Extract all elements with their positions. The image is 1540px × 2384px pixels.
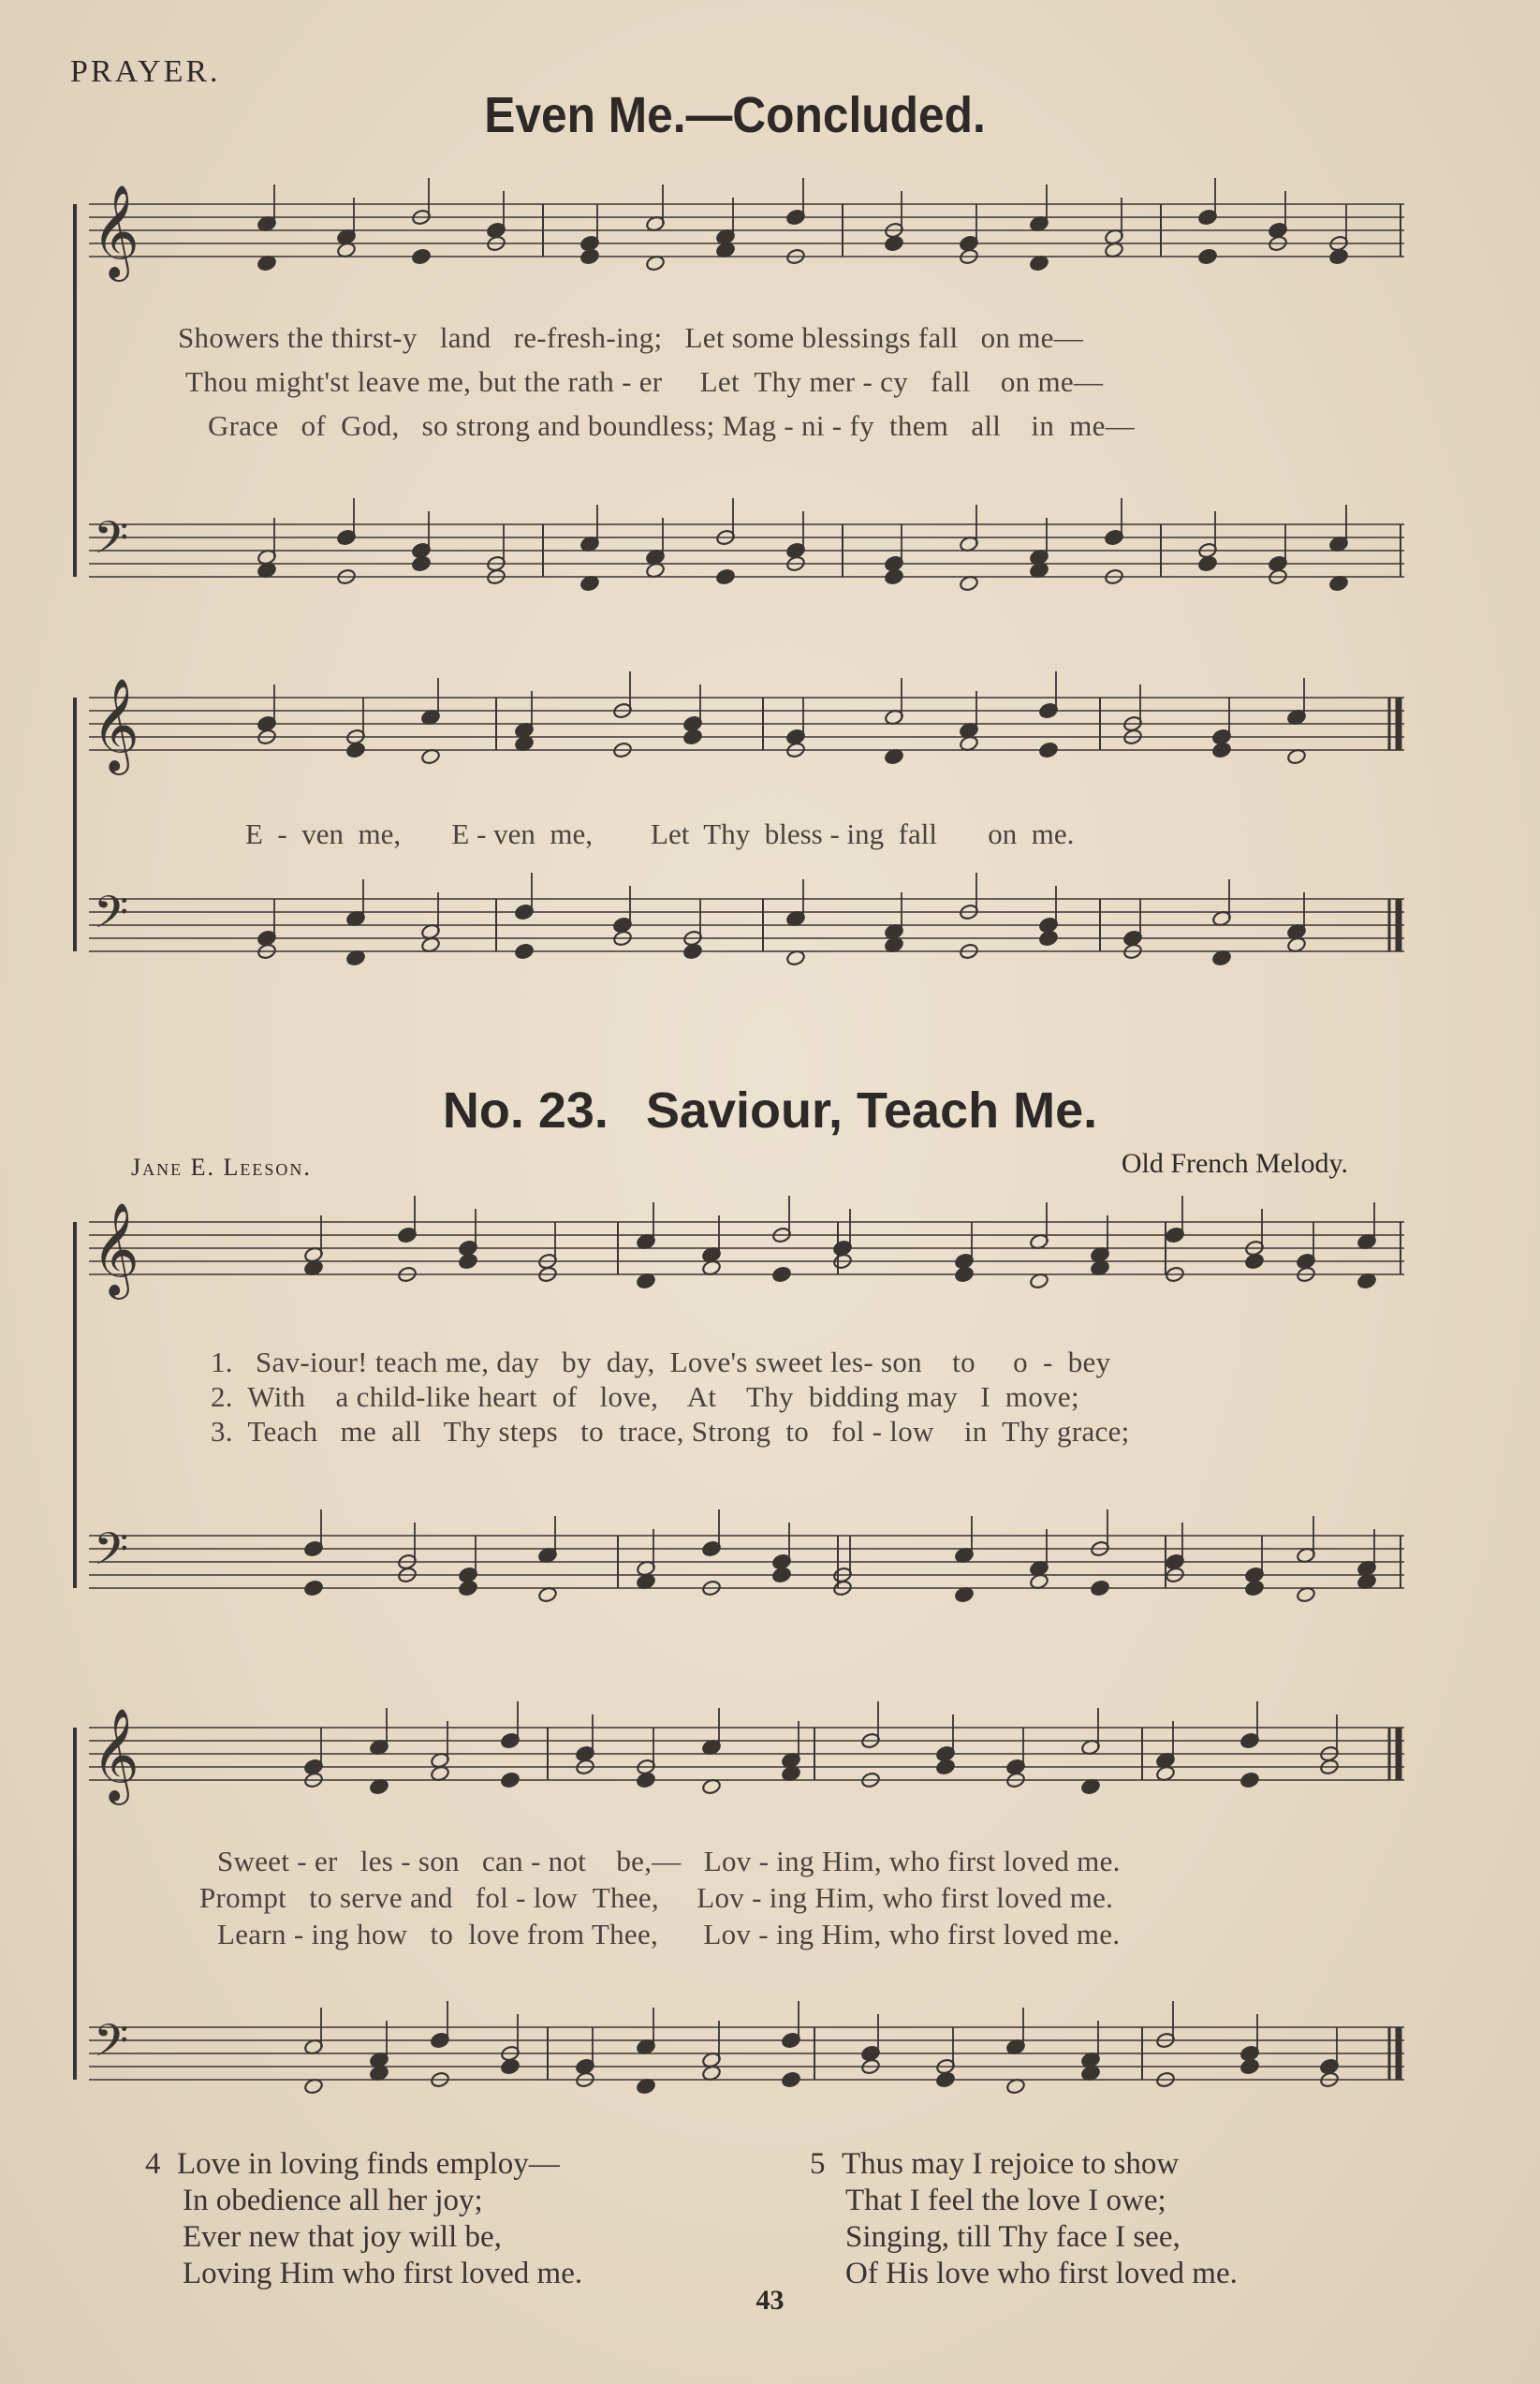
- note-head: [884, 235, 903, 252]
- verse-line: Loving Him who first loved me.: [183, 2257, 583, 2290]
- treble-clef-icon: 𝄞: [92, 678, 139, 772]
- treble-clef-icon: 𝄞: [92, 184, 139, 278]
- verse-number: 5: [810, 2147, 826, 2181]
- hymn-number: No. 23.: [442, 1082, 609, 1139]
- note-head: [458, 1253, 477, 1270]
- note-head: [411, 248, 431, 265]
- note-head: [1038, 742, 1058, 758]
- bass-clef-icon: 𝄢: [94, 511, 129, 575]
- note-head: [935, 2071, 955, 2088]
- hymn-composer: Old French Melody.: [1121, 1148, 1348, 1179]
- note-head: [715, 568, 735, 585]
- hymn-heading-saviour-teach-me: [0, 1082, 1540, 1140]
- note-head: [458, 1580, 477, 1597]
- note-head: [500, 2058, 520, 2075]
- refrain-line-1: Sweet - er les - son can - not be,— Lov - ing Him, who first loved me.: [217, 1845, 1121, 1877]
- note-head: [514, 943, 534, 960]
- note-head: [884, 568, 903, 585]
- bass-clef-icon: 𝄢: [94, 886, 129, 949]
- hymn-title-even-me: Even Me.—Concluded.: [484, 87, 986, 143]
- verse-line: Ever new that joy will be,: [183, 2220, 502, 2254]
- hymn-author: Jane E. Leeson.: [131, 1154, 312, 1181]
- note-head: [303, 1580, 323, 1597]
- refrain-line-2: Prompt to serve and fol - low Thee, Lov - ing Him, who first loved me.: [199, 1881, 1114, 1914]
- note-head: [1197, 248, 1217, 265]
- hymn-title: Saviour, Teach Me.: [645, 1082, 1098, 1139]
- verse-number: 4: [145, 2147, 161, 2181]
- note-head: [1038, 930, 1058, 947]
- extra-verse-4: [145, 2146, 582, 2292]
- verse-line: Thus may I rejoice to show: [842, 2147, 1180, 2181]
- note-head: [1090, 1580, 1109, 1597]
- extra-verse-5: [810, 2146, 1238, 2292]
- lyric-line-3: Grace of God, so strong and boundless; Mag - ni - fy them all in me—: [208, 409, 1135, 442]
- note-head: [411, 555, 431, 572]
- treble-clef-icon: 𝄞: [92, 1202, 139, 1296]
- lyric-line-1: Showers the thirst-y land re-fresh-ing; Let some blessings fall on me—: [178, 321, 1083, 354]
- verse-line: Love in loving finds employ—: [177, 2147, 560, 2181]
- note-head: [1328, 248, 1348, 265]
- note-head: [1239, 1772, 1259, 1788]
- note-head: [579, 248, 599, 265]
- verse-line-1: 1. Sav-iour! teach me, day by day, Love's sweet les- son to o - bey: [211, 1346, 1111, 1378]
- refrain-line-3: Learn - ing how to love from Thee, Lov - ing Him, who first loved me.: [217, 1918, 1121, 1950]
- verse-line: Of His love who first loved me.: [845, 2257, 1238, 2290]
- bass-clef-icon: 𝄢: [94, 2014, 129, 2078]
- note-head: [771, 1266, 791, 1283]
- running-head: PRAYER.: [70, 54, 221, 89]
- note-head: [1197, 555, 1217, 572]
- lyric-line-2: Thou might'st leave me, but the rath - er Let Thy mer - cy fall on me—: [185, 365, 1104, 398]
- note-head: [1239, 2058, 1259, 2075]
- page-number: 43: [755, 2285, 785, 2316]
- note-head: [345, 742, 365, 758]
- note-head: [682, 728, 702, 745]
- verse-line: Singing, till Thy face I see,: [845, 2220, 1181, 2254]
- note-head: [1244, 1253, 1264, 1270]
- note-head: [1211, 742, 1231, 758]
- note-head: [771, 1567, 791, 1583]
- verse-line: That I feel the love I owe;: [845, 2184, 1166, 2217]
- note-head: [636, 1772, 655, 1788]
- verse-line-2: 2. With a child-like heart of love, At Thy bidding may I move;: [211, 1380, 1079, 1413]
- chorus-lyric: E - ven me, E - ven me, Let Thy bless - ing fall on me.: [245, 817, 1075, 850]
- note-head: [682, 943, 702, 960]
- note-head: [935, 1759, 955, 1775]
- verse-line: In obedience all her joy;: [183, 2184, 483, 2217]
- note-head: [500, 1772, 520, 1788]
- treble-clef-icon: 𝄞: [92, 1708, 139, 1802]
- verse-line-3: 3. Teach me all Thy steps to trace, Strong to fol - low in Thy grace;: [211, 1415, 1130, 1448]
- bass-clef-icon: 𝄢: [94, 1523, 129, 1586]
- note-head: [954, 1266, 974, 1283]
- note-head: [781, 2071, 800, 2088]
- note-head: [1244, 1580, 1264, 1597]
